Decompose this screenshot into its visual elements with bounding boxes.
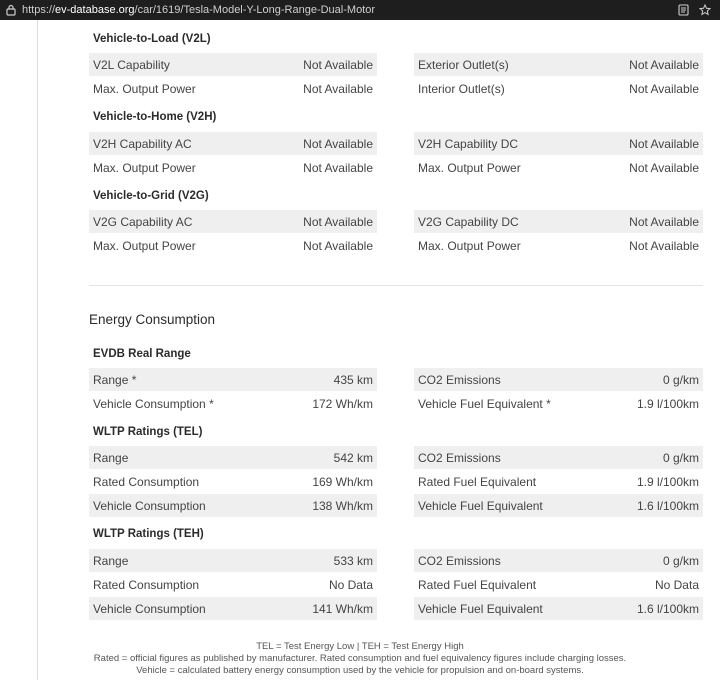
v2h-capability-ac-row xyxy=(89,132,377,155)
real-fuel-equivalent-row xyxy=(414,392,703,415)
row-label: Max. Output Power xyxy=(418,238,521,253)
row-value: Not Available xyxy=(303,214,373,229)
row-label: Vehicle Fuel Equivalent xyxy=(418,498,543,513)
row-label: V2G Capability AC xyxy=(93,214,193,229)
row-value: 0 g/km xyxy=(662,553,699,568)
page-left-border xyxy=(37,20,38,680)
row-label: V2H Capability DC xyxy=(418,136,519,151)
row-label: V2L Capability xyxy=(93,57,170,72)
wltp-teh-heading: WLTP Ratings (TEH) xyxy=(93,528,204,540)
real-range-row xyxy=(89,368,377,391)
footnote-rated: Rated = official figures as published by manufacturer. Rated consumption and fuel equivalency figures include charging losses. xyxy=(93,653,627,664)
row-label: Max. Output Power xyxy=(418,160,521,175)
tel-rated-consumption-row xyxy=(89,470,377,493)
row-value: Not Available xyxy=(629,136,699,151)
row-label: Interior Outlet(s) xyxy=(418,81,505,96)
row-value: 141 Wh/km xyxy=(312,601,373,616)
v2g-heading: Vehicle-to-Grid (V2G) xyxy=(93,190,209,202)
row-label: Range xyxy=(93,450,129,465)
row-label: Exterior Outlet(s) xyxy=(418,57,509,72)
row-label: Vehicle Consumption xyxy=(93,498,206,513)
reader-view-icon[interactable] xyxy=(676,3,690,17)
tel-vehicle-consumption-row xyxy=(89,494,377,517)
evdb-real-range-heading: EVDB Real Range xyxy=(93,348,191,360)
row-label: Max. Output Power xyxy=(93,238,196,253)
v2h-capability-dc-row xyxy=(414,132,703,155)
row-value: 0 g/km xyxy=(662,372,699,387)
teh-rated-consumption-row xyxy=(89,573,377,596)
row-value: Not Available xyxy=(629,160,699,175)
row-label: V2G Capability DC xyxy=(418,214,519,229)
real-vehicle-consumption-row xyxy=(89,392,377,415)
url-host: ev-database.org xyxy=(55,4,135,16)
row-value: 138 Wh/km xyxy=(312,498,373,513)
row-value: 1.9 l/100km xyxy=(636,396,699,411)
v2l-interior-outlet-row xyxy=(414,77,703,100)
energy-consumption-title: Energy Consumption xyxy=(89,312,216,327)
row-label: V2H Capability AC xyxy=(93,136,192,151)
row-value: Not Available xyxy=(303,81,373,96)
row-value: 1.6 l/100km xyxy=(636,601,699,616)
real-co2-row xyxy=(414,368,703,391)
footnote-tel-teh: TEL = Test Energy Low | TEH = Test Energy High xyxy=(256,641,464,652)
teh-vehicle-consumption-row xyxy=(89,597,377,620)
row-label: Vehicle Consumption xyxy=(93,601,206,616)
row-value: 542 km xyxy=(333,450,373,465)
v2l-max-output-row xyxy=(89,77,377,100)
row-label: Vehicle Fuel Equivalent xyxy=(418,601,543,616)
tel-rated-fuel-equivalent-row xyxy=(414,470,703,493)
row-label: Range xyxy=(93,553,129,568)
v2g-max-output-row xyxy=(89,234,377,257)
row-value: 1.6 l/100km xyxy=(636,498,699,513)
v2h-max-output-dc-row xyxy=(414,156,703,179)
row-label: CO2 Emissions xyxy=(418,372,501,387)
row-value: 172 Wh/km xyxy=(312,396,373,411)
row-value: Not Available xyxy=(629,57,699,72)
lock-icon xyxy=(4,3,18,17)
tel-co2-row xyxy=(414,446,703,469)
row-value: No Data xyxy=(328,577,373,592)
row-label: Rated Fuel Equivalent xyxy=(418,474,537,489)
section-divider xyxy=(89,285,703,286)
row-label: Rated Fuel Equivalent xyxy=(418,577,537,592)
row-value: 0 g/km xyxy=(662,450,699,465)
url-path: /car/1619/Tesla-Model-Y-Long-Range-Dual-Motor xyxy=(134,4,376,16)
wltp-tel-heading: WLTP Ratings (TEL) xyxy=(93,426,203,438)
v2g-max-output-dc-row xyxy=(414,234,703,257)
row-value: Not Available xyxy=(629,81,699,96)
teh-rated-fuel-equivalent-row xyxy=(414,573,703,596)
v2l-capability-row xyxy=(89,53,377,76)
teh-range-row xyxy=(89,549,377,572)
row-value: Not Available xyxy=(303,136,373,151)
row-label: Max. Output Power xyxy=(93,160,196,175)
row-value: Not Available xyxy=(303,57,373,72)
tel-range-row xyxy=(89,446,377,469)
row-label: Max. Output Power xyxy=(93,81,196,96)
v2l-exterior-outlet-row xyxy=(414,53,703,76)
row-value: Not Available xyxy=(629,214,699,229)
url-text[interactable] xyxy=(22,4,676,16)
row-value: 169 Wh/km xyxy=(312,474,373,489)
v2h-heading: Vehicle-to-Home (V2H) xyxy=(93,111,217,123)
v2g-capability-ac-row xyxy=(89,210,377,233)
row-label: CO2 Emissions xyxy=(418,450,501,465)
browser-address-bar[interactable] xyxy=(0,0,720,20)
row-value: Not Available xyxy=(629,238,699,253)
teh-vehicle-fuel-equivalent-row xyxy=(414,597,703,620)
row-label: Vehicle Consumption * xyxy=(93,396,214,411)
row-value: 435 km xyxy=(333,372,373,387)
row-label: CO2 Emissions xyxy=(418,553,501,568)
row-value: No Data xyxy=(654,577,699,592)
v2l-heading: Vehicle-to-Load (V2L) xyxy=(93,33,211,45)
row-label: Rated Consumption xyxy=(93,474,200,489)
v2g-capability-dc-row xyxy=(414,210,703,233)
row-label: Vehicle Fuel Equivalent * xyxy=(418,396,551,411)
row-value: Not Available xyxy=(303,160,373,175)
row-value: Not Available xyxy=(303,238,373,253)
row-value: 533 km xyxy=(333,553,373,568)
row-label: Range * xyxy=(93,372,137,387)
row-label: Rated Consumption xyxy=(93,577,200,592)
footnote-vehicle: Vehicle = calculated battery energy consumption used by the vehicle for propulsion and on-board systems. xyxy=(136,665,584,676)
url-prefix: https:// xyxy=(22,4,56,16)
teh-co2-row xyxy=(414,549,703,572)
tel-vehicle-fuel-equivalent-row xyxy=(414,494,703,517)
bookmark-star-icon[interactable] xyxy=(698,3,712,17)
row-value: 1.9 l/100km xyxy=(636,474,699,489)
v2h-max-output-row xyxy=(89,156,377,179)
